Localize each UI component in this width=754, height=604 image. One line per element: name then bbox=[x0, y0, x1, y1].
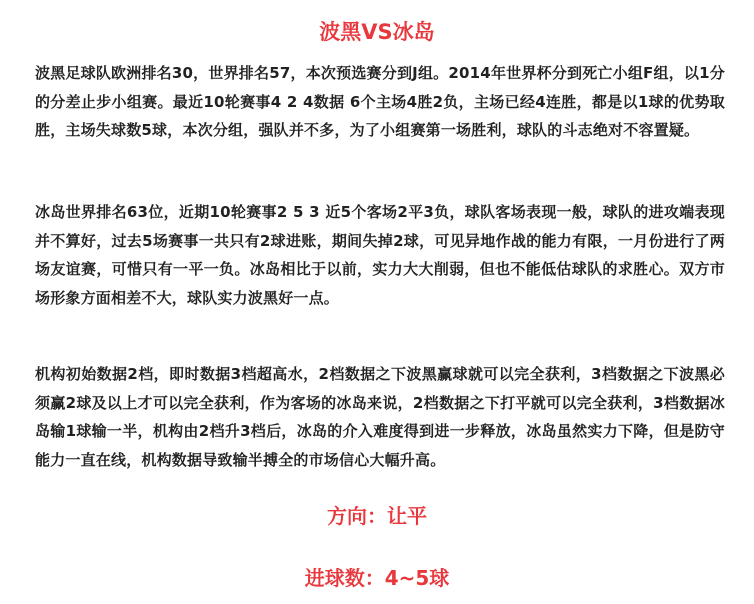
paragraph-bosnia-analysis: 波黑足球队欧洲排名30，世界排名57，本次预选赛分到J组。2014年世界杯分到死亡小组F组，以1分的分差止步小组赛。最近10轮赛事4 2 4数据 6个主场4胜2负，主场已经4连胜，都是以1球的优势取胜，主场失球数5球，本次分组，强队并不多，为了小组赛第一场胜利，球队的斗志绝对不容置疑。 bbox=[35, 64, 725, 139]
article-title: 波黑VS冰岛 bbox=[319, 20, 435, 45]
prediction-goals: 进球数：4~5球 bbox=[304, 566, 450, 590]
paragraph-odds-analysis: 机构初始数据2档，即时数据3档超高水，2档数据之下波黑赢球就可以完全获利，3档数据之下波黑必须赢2球及以上才可以完全获利，作为客场的冰岛来说，2档数据之下打平就可以完全获利，3档数据冰岛输1球输一半，机构由2档升3档后，冰岛的介入难度得到进一步释放，冰岛虽然实力下降，但是防守能力一直在线，机构数据导致输半搏全的市场信心大幅升高。 bbox=[35, 365, 725, 469]
paragraph-iceland-analysis: 冰岛世界排名63位，近期10轮赛事2 5 3 近5个客场2平3负，球队客场表现一般，球队的进攻端表现并不算好，过去5场赛事一共只有2球进账，期间失掉2球，可见异地作战的能力有限，一月份进行了两场友谊赛，可惜只有一平一负。冰岛相比于以前，实力大大削弱，但也不能低估球队的求胜心。双方市场形象方面相差不大，球队实力波黑好一点。 bbox=[35, 203, 725, 307]
prediction-direction: 方向：让平 bbox=[327, 504, 427, 528]
